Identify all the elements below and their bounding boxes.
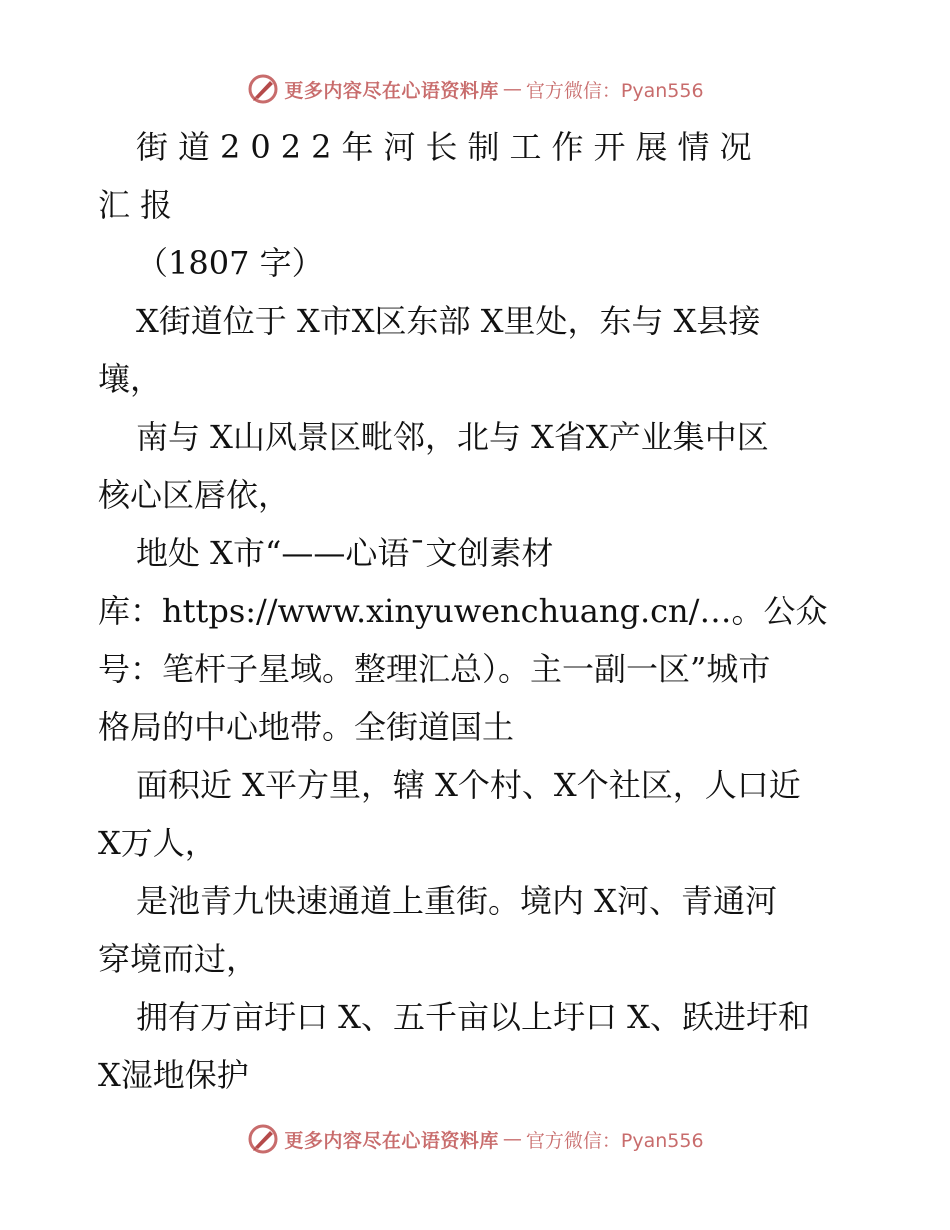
paragraph-line: X街道位于 X市X区东部 X里处，东与 X县接 [136,302,761,340]
watermark-header [0,72,950,106]
watermark-wechat-text: 官方微信：Pyan556 [525,1129,704,1152]
watermark-wechat-text: 官方微信：Pyan556 [525,79,704,102]
paragraph-line: 是池青九快速通道上重街。境内 X河、青通河 [136,882,777,920]
paragraph-line: X万人， [98,824,217,862]
paragraph-line: 拥有万亩圩口 X、五千亩以上圩口 X、跃进圩和 [136,998,810,1036]
watermark-separator: — [502,1128,522,1150]
watermark-footer [0,1122,950,1156]
paragraph-line: X湿地保护 [98,1056,249,1094]
paragraph-line: 库：https://www.xinyuwenchuang.cn/…。公众 [98,592,828,630]
paragraph-line: 格局的中心地带。全街道国土 [98,708,515,746]
paragraph-line: 穿境而过， [98,940,259,978]
paragraph-line: 号：笔杆子星域。整理汇总）。主一副一区”城市 [98,650,771,688]
watermark-main-text: 更多内容尽在心语资料库 [284,1129,499,1152]
document-title-line-2: 汇报 [98,186,183,224]
quill-seal-icon [246,1122,280,1156]
paragraph-line: 地处 X市“——心语¯文创素材 [136,534,554,572]
paragraph-line: 面积近 X平方里，辖 X个村、X个社区，人口近 [136,766,801,804]
paragraph-line: 核心区唇依， [98,476,291,514]
quill-seal-icon [246,72,280,106]
document-title-line-1: 街道2022年河长制工作开展情况 [136,128,762,166]
paragraph-line: 壤， [98,360,163,398]
watermark-main-text: 更多内容尽在心语资料库 [284,79,499,102]
word-count: （1807 字） [136,244,324,282]
paragraph-line: 南与 X山风景区毗邻，北与 X省X产业集中区 [136,418,769,456]
document-body [98,118,858,1104]
watermark-separator: — [502,78,522,100]
